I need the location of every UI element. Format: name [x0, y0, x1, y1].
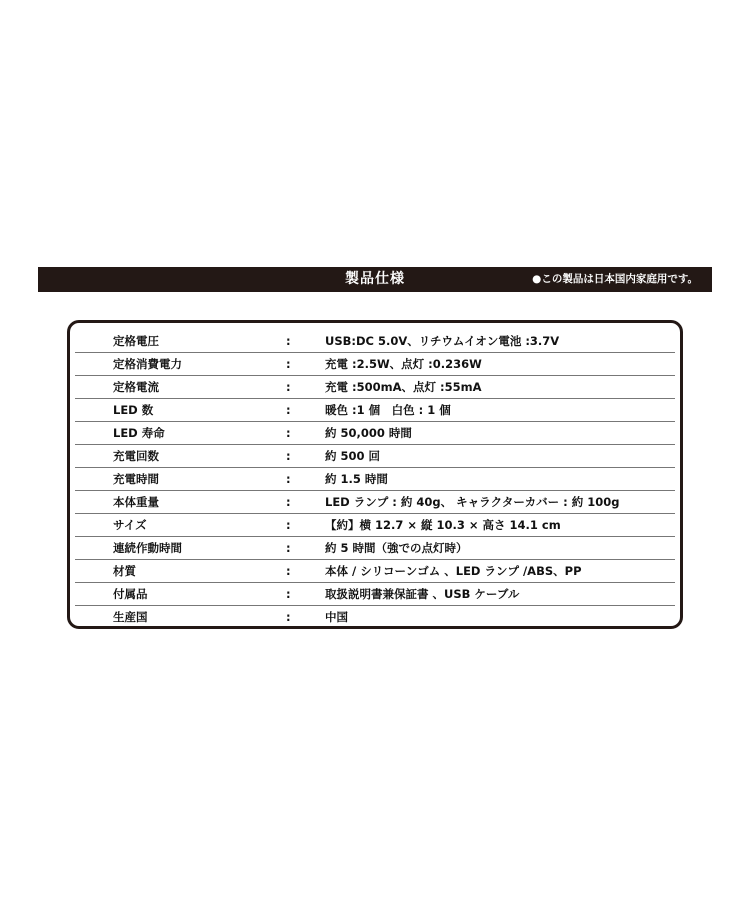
spec-row-weight	[75, 491, 675, 514]
domestic-use-note: ●この製品は日本国内家庭用です。	[532, 273, 698, 285]
spec-value: 約 50,000 時間	[325, 426, 412, 440]
spec-value: USB:DC 5.0V、リチウムイオン電池 :3.7V	[325, 334, 560, 348]
spec-header-bar	[38, 267, 712, 292]
spec-label: 本体重量	[113, 495, 159, 509]
spec-row-rated-current	[75, 376, 675, 399]
spec-label: 連続作動時間	[113, 541, 182, 555]
spec-label: 充電時間	[113, 472, 159, 486]
spec-separator: :	[286, 495, 291, 509]
spec-separator: :	[286, 449, 291, 463]
spec-label: 充電回数	[113, 449, 159, 463]
spec-value: 取扱説明書兼保証書 、USB ケーブル	[325, 587, 520, 601]
spec-label: 定格電圧	[113, 334, 159, 348]
spec-value: LED ランプ : 約 40g、 キャラクターカバー : 約 100g	[325, 495, 620, 509]
spec-row-material	[75, 560, 675, 583]
spec-value: 約 5 時間（強での点灯時）	[325, 541, 468, 555]
spec-table	[67, 320, 683, 629]
spec-row-country-of-origin	[75, 606, 675, 628]
spec-separator: :	[286, 403, 291, 417]
spec-value: 充電 :500mA、点灯 :55mA	[325, 380, 482, 394]
spec-label: LED 寿命	[113, 426, 165, 440]
spec-separator: :	[286, 357, 291, 371]
spec-label: 定格消費電力	[113, 357, 182, 371]
spec-separator: :	[286, 380, 291, 394]
spec-value: 約 1.5 時間	[325, 472, 388, 486]
spec-value: 暖色 :1 個 白色 : 1 個	[325, 403, 451, 417]
spec-label: 定格電流	[113, 380, 159, 394]
spec-title: 製品仕様	[345, 271, 405, 287]
spec-separator: :	[286, 334, 291, 348]
spec-label: サイズ	[113, 518, 147, 532]
spec-row-operating-time	[75, 537, 675, 560]
spec-value: 約 500 回	[325, 449, 381, 463]
spec-row-rated-power	[75, 353, 675, 376]
spec-row-rated-voltage	[75, 330, 675, 353]
spec-label: 材質	[113, 564, 136, 578]
spec-separator: :	[286, 564, 291, 578]
spec-row-led-count	[75, 399, 675, 422]
spec-label: 付属品	[113, 587, 148, 601]
spec-value: 中国	[325, 610, 348, 624]
spec-row-size	[75, 514, 675, 537]
spec-separator: :	[286, 587, 291, 601]
spec-row-charge-time	[75, 468, 675, 491]
spec-label: LED 数	[113, 403, 154, 417]
spec-value: 充電 :2.5W、点灯 :0.236W	[325, 357, 482, 371]
spec-value: 【約】横 12.7 × 縦 10.3 × 高さ 14.1 cm	[325, 518, 561, 532]
spec-separator: :	[286, 472, 291, 486]
spec-row-accessories	[75, 583, 675, 606]
spec-label: 生産国	[113, 610, 148, 624]
spec-separator: :	[286, 610, 291, 624]
spec-separator: :	[286, 541, 291, 555]
spec-row-charge-cycles	[75, 445, 675, 468]
spec-separator: :	[286, 518, 291, 532]
spec-value: 本体 / シリコーンゴム 、LED ランプ /ABS、PP	[325, 564, 582, 578]
spec-row-led-lifetime	[75, 422, 675, 445]
spec-separator: :	[286, 426, 291, 440]
